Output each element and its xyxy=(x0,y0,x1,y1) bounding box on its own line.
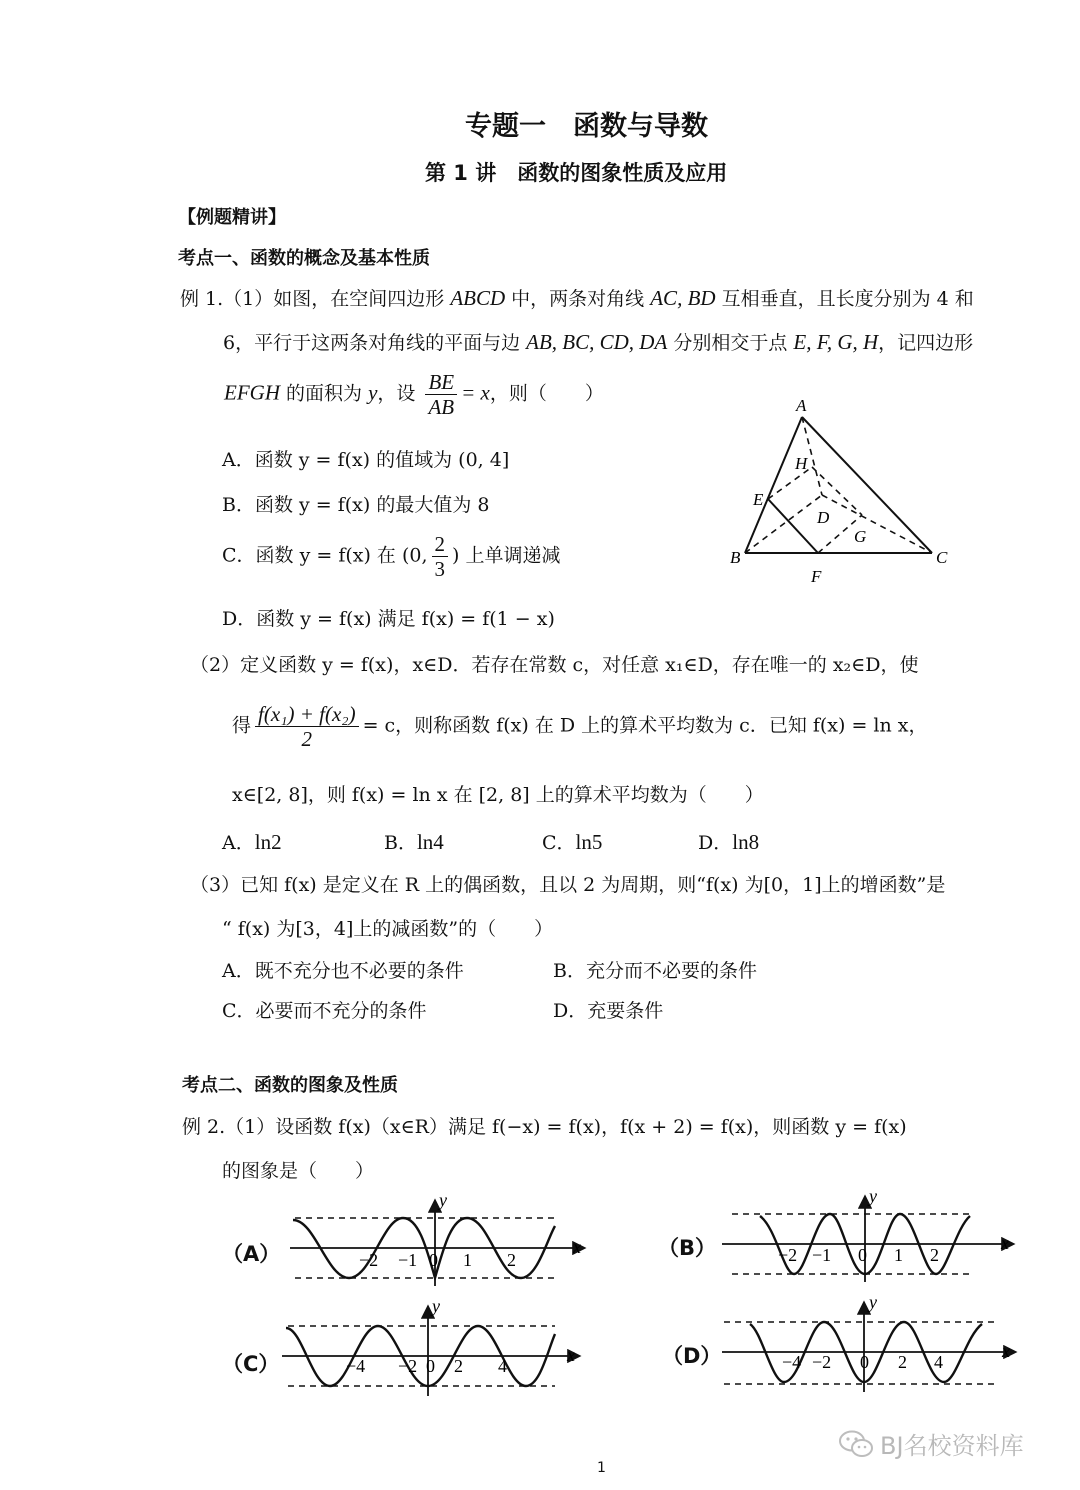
tetrahedron-figure xyxy=(720,395,970,595)
svg-text:2: 2 xyxy=(454,1356,463,1376)
ex2-q1-line2: 的图象是（ ） xyxy=(222,1160,375,1182)
fraction-arithmetic-mean: $\frac{\text{f(x₁) + f(x₂)}}{2}$ xyxy=(255,702,359,751)
vertex-g-label: G xyxy=(854,527,867,546)
ex1-q3-option-d: D．充要条件 xyxy=(553,1000,664,1022)
vertex-d-label: D xyxy=(817,508,830,527)
graph-b xyxy=(720,1188,1020,1288)
ex1-q3-line1: （3）已知 f(x) 是定义在 R 上的偶函数，且以 2 为周期，则“f(x) 为[0，1]上的增函数”是 xyxy=(190,874,946,896)
ex1-q2-line2: 得 $\frac{\text{f(x₁) + f(x₂)}}{2}$ = c，则称函数 f(x) 在 D 上的算术平均数为 c．已知 f(x) = ln x， xyxy=(232,702,928,751)
svg-text:1: 1 xyxy=(894,1245,903,1265)
ex1-option-c: C．函数 y = f(x) 在 (0, $\frac{2}{3}$ ) 上单调递减 xyxy=(222,532,561,581)
ex1-option-b: B．函数 y = f(x) 的最大值为 8 xyxy=(222,494,490,516)
svg-text:0: 0 xyxy=(860,1352,869,1372)
vertex-h-label: H xyxy=(795,454,808,473)
svg-text:x: x xyxy=(1001,1233,1009,1253)
svg-text:2: 2 xyxy=(930,1245,939,1265)
graph-a xyxy=(285,1190,595,1290)
ex1-q2-option-d: D．ln8 xyxy=(698,830,760,854)
ex1-option-a: A．函数 y = f(x) 的值域为 (0, 4] xyxy=(222,449,510,471)
graph-c xyxy=(280,1300,585,1400)
ex1-q3-option-b: B．充分而不必要的条件 xyxy=(553,960,757,982)
graph-d-label: （D） xyxy=(662,1344,722,1368)
graph-a-label: （A） xyxy=(222,1242,281,1266)
svg-text:y: y xyxy=(869,1188,877,1206)
vertex-a-label: A xyxy=(796,396,807,415)
ex1-q3-option-c: C．必要而不充分的条件 xyxy=(222,1000,427,1022)
fraction-be-ab: $\frac{BE}{AB}$ xyxy=(425,370,457,419)
svg-text:−1: −1 xyxy=(812,1245,832,1265)
graph-d xyxy=(720,1296,1020,1396)
graph-c-label: （C） xyxy=(222,1352,280,1376)
ex1-label: 例 1.（1） xyxy=(180,288,274,310)
svg-text:4: 4 xyxy=(934,1352,943,1372)
topic1-heading: 考点一、函数的概念及基本性质 xyxy=(178,248,430,269)
vertex-f-label: F xyxy=(811,567,822,586)
svg-text:x: x xyxy=(1002,1341,1010,1361)
svg-text:4: 4 xyxy=(498,1356,507,1376)
svg-text:−2: −2 xyxy=(778,1245,798,1265)
svg-text:2: 2 xyxy=(898,1352,907,1372)
ex1-q2-line3: x∈[2, 8]，则 f(x) = ln x 在 [2, 8] 上的算术平均数为（ ） xyxy=(232,784,764,806)
svg-text:−2: −2 xyxy=(812,1352,832,1372)
svg-text:1: 1 xyxy=(463,1250,472,1270)
svg-text:−2: −2 xyxy=(398,1356,418,1376)
ex1-q2-option-b: B．ln4 xyxy=(384,830,444,854)
vertex-e-label: E xyxy=(753,490,764,509)
ex1-option-d: D．函数 y = f(x) 满足 f(x) = f(1 − x) xyxy=(222,608,555,630)
ex1-q1-line1: 例 1.（1）如图，在空间四边形 ABCD 中，两条对角线 AC, BD 互相垂直，且长度分别为 4 和 xyxy=(180,286,974,310)
ex1-q3-option-a: A．既不充分也不必要的条件 xyxy=(222,960,464,982)
lecture-title: 第 1 讲 函数的图象性质及应用 xyxy=(425,161,728,185)
svg-text:0: 0 xyxy=(426,1356,435,1376)
graph-a-y-label: y xyxy=(439,1190,447,1210)
svg-text:−2: −2 xyxy=(359,1250,379,1270)
page-title: 专题一 函数与导数 xyxy=(465,111,708,142)
ex1-q2-option-c: C．ln5 xyxy=(542,830,603,854)
ex1-q2-option-a: A．ln2 xyxy=(222,830,282,854)
svg-text:−4: −4 xyxy=(346,1356,366,1376)
page-number: 1 xyxy=(597,1460,606,1476)
ex1-q1-line3: EFGH 的面积为 y，设 $\frac{BE}{AB}$ = x，则（ ） xyxy=(224,370,604,419)
vertex-c-label: C xyxy=(936,548,948,567)
svg-text:−4: −4 xyxy=(782,1352,802,1372)
ex1-q1-line2: 6，平行于这两条对角线的平面与边 AB, BC, CD, DA 分别相交于点 E, F, G, H，记四边形 xyxy=(223,330,974,354)
graph-a-x-label: x xyxy=(573,1237,581,1257)
topic2-heading: 考点二、函数的图象及性质 xyxy=(182,1075,398,1096)
vertex-b-label: B xyxy=(730,548,741,567)
wechat-icon xyxy=(838,1429,874,1459)
svg-text:−1: −1 xyxy=(398,1250,418,1270)
graph-b-label: （B） xyxy=(658,1236,717,1260)
svg-text:2: 2 xyxy=(507,1250,516,1270)
svg-text:y: y xyxy=(432,1300,440,1316)
ex2-q1-line1: 例 2.（1）设函数 f(x)（x∈R）满足 f(−x) = f(x)，f(x + 2) = f(x)，则函数 y = f(x) xyxy=(182,1116,907,1138)
section-tag: 【例题精讲】 xyxy=(178,207,286,228)
svg-text:0: 0 xyxy=(429,1250,438,1270)
ex1-q3-line2: “ f(x) 为[3，4]上的减函数”的（ ） xyxy=(222,918,554,940)
svg-text:x: x xyxy=(567,1345,575,1365)
ex1-q2-line1: （2）定义函数 y = f(x)，x∈D．若存在常数 c，对任意 x₁∈D，存在唯一的 x₂∈D，使 xyxy=(190,654,919,676)
watermark xyxy=(838,1426,1024,1461)
watermark-text: BJ名校资料库 xyxy=(880,1432,1024,1460)
svg-text:0: 0 xyxy=(858,1245,867,1265)
svg-text:y: y xyxy=(869,1296,877,1312)
fraction-two-thirds: $\frac{2}{3}$ xyxy=(432,532,449,581)
